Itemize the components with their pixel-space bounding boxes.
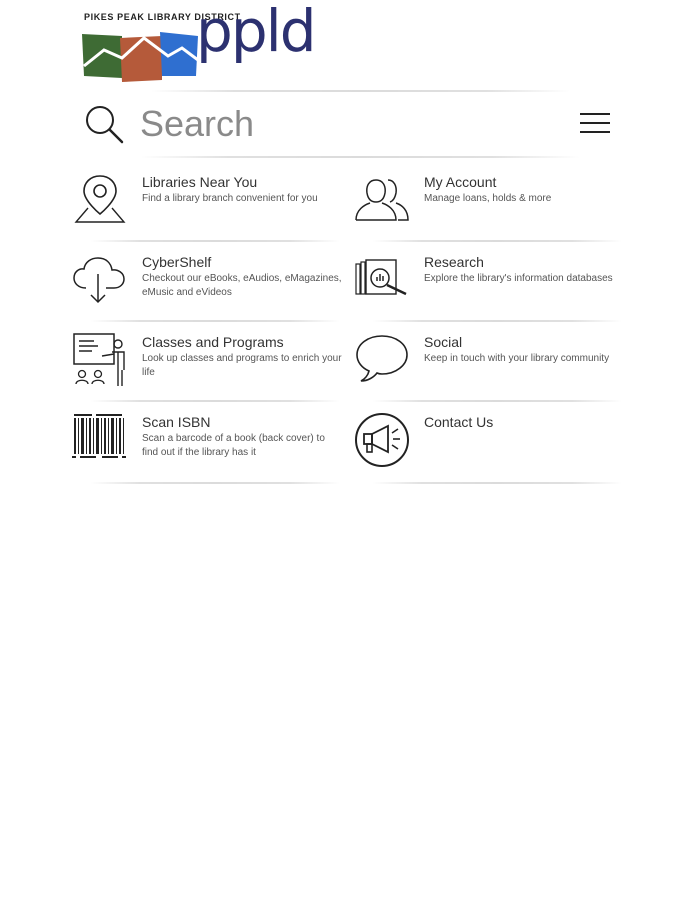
district-name: PIKES PEAK LIBRARY DISTRICT: [84, 12, 241, 22]
tile-libraries-near-you[interactable]: [72, 172, 352, 246]
map-pin-icon: [72, 172, 128, 228]
row-divider: [90, 320, 340, 322]
search-input[interactable]: [140, 100, 560, 148]
hamburger-menu-icon[interactable]: [578, 110, 612, 136]
tile-description: Explore the library's information databases: [424, 273, 613, 284]
tile-description: Scan a barcode of a book (back cover) to find out if the library has it: [142, 433, 325, 458]
row-divider: [372, 320, 622, 322]
research-icon: [354, 252, 410, 308]
tile-classes-and-programs[interactable]: [72, 332, 352, 406]
row-divider: [372, 482, 622, 484]
tile-social[interactable]: [354, 332, 634, 406]
tile-description: Look up classes and programs to enrich your life: [142, 353, 342, 378]
speech-bubble-icon: [354, 332, 410, 388]
tile-title: Social: [424, 334, 463, 350]
row-divider: [90, 240, 340, 242]
tile-title: Contact Us: [424, 414, 494, 430]
mountain-logo-icon: [82, 26, 200, 82]
ppld-logo[interactable]: [82, 0, 315, 78]
cloud-download-icon: [72, 252, 128, 308]
tile-contact-us[interactable]: [354, 412, 634, 486]
tile-title: Classes and Programs: [142, 334, 284, 350]
classroom-icon: [72, 332, 128, 388]
tile-research[interactable]: [354, 252, 634, 326]
ppld-wordmark: ppld: [196, 0, 315, 65]
tile-description: Find a library branch convenient for you: [142, 193, 318, 204]
tile-title: Libraries Near You: [142, 174, 258, 190]
row-divider: [90, 400, 340, 402]
tile-scan-isbn[interactable]: [72, 412, 352, 486]
tile-title: Scan ISBN: [142, 414, 211, 430]
tile-title: Research: [424, 254, 484, 270]
tile-my-account[interactable]: [354, 172, 634, 246]
users-icon: [354, 172, 410, 228]
tile-title: CyberShelf: [142, 254, 212, 270]
tile-description: Keep in touch with your library community: [424, 353, 610, 364]
tile-description: Checkout our eBooks, eAudios, eMagazines, eMusic and eVideos: [142, 273, 342, 298]
tile-description: Manage loans, holds & more: [424, 193, 552, 204]
header-divider: [150, 90, 570, 92]
search-icon[interactable]: [82, 102, 126, 146]
tile-title: My Account: [424, 174, 497, 190]
row-divider: [372, 240, 622, 242]
row-divider: [372, 400, 622, 402]
barcode-icon: [72, 412, 128, 468]
search-divider: [140, 156, 580, 158]
row-divider: [90, 482, 340, 484]
megaphone-icon: [354, 412, 410, 468]
search-bar: [80, 96, 620, 152]
tile-cybershelf[interactable]: [72, 252, 352, 326]
